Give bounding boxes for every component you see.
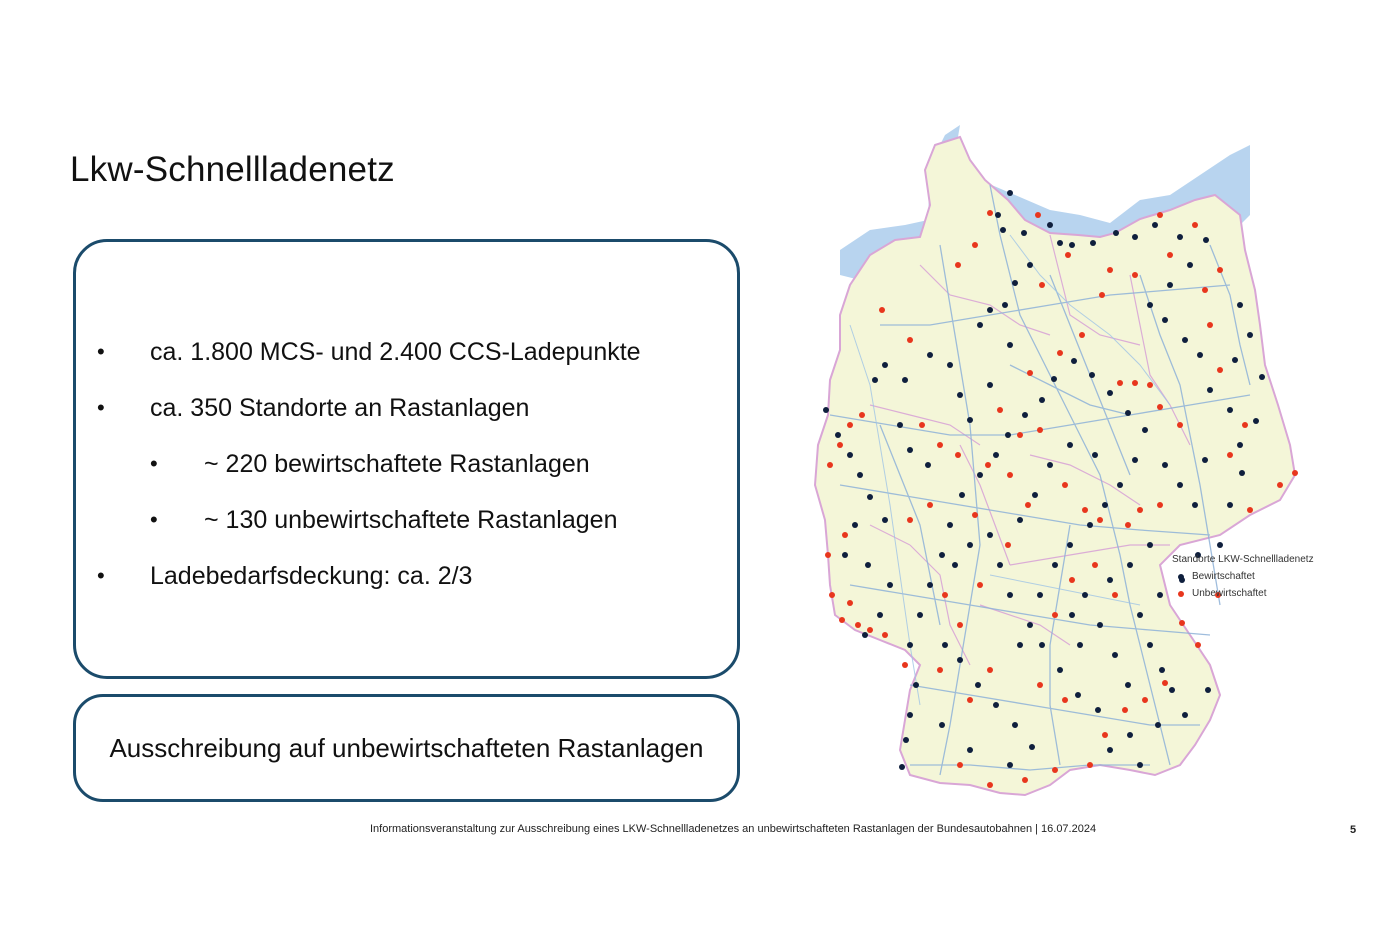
bullet-text: Ladebedarfsdeckung: ca. 2/3 bbox=[150, 562, 473, 590]
bullet-item bbox=[76, 390, 737, 446]
legend-item-managed bbox=[1172, 568, 1314, 585]
navy-dot-icon bbox=[1178, 574, 1184, 580]
map-legend bbox=[1172, 551, 1314, 602]
legend-title: Standorte LKW-Schnellladenetz bbox=[1172, 554, 1314, 565]
bullet-symbol: • bbox=[97, 563, 105, 588]
bullet-symbol: • bbox=[150, 507, 158, 532]
page-number: 5 bbox=[1350, 824, 1357, 836]
bullet-symbol: • bbox=[150, 451, 158, 476]
legend-item-unmanaged bbox=[1172, 585, 1314, 602]
slide-footer: Informationsveranstaltung zur Ausschreibung eines LKW-Schnellladenetzes an unbewirtschafteten Rastanlagen der Bundesautobahnen | 16.07.2024 bbox=[370, 823, 1097, 835]
red-dot-icon bbox=[1178, 591, 1184, 597]
bullet-symbol: • bbox=[97, 339, 105, 364]
legend-label: Bewirtschaftet bbox=[1192, 571, 1255, 582]
bullet-list bbox=[76, 334, 737, 614]
bullet-item bbox=[76, 446, 737, 502]
bullet-item bbox=[76, 558, 737, 614]
tender-text: Ausschreibung auf unbewirtschafteten Rastanlagen bbox=[109, 732, 704, 763]
bullet-text: ca. 350 Standorte an Rastanlagen bbox=[150, 394, 530, 422]
germany-map bbox=[810, 125, 1310, 805]
bullet-item bbox=[76, 502, 737, 558]
germany-map-svg bbox=[810, 125, 1310, 805]
bullet-item bbox=[76, 334, 737, 390]
bullet-text: ~ 220 bewirtschaftete Rastanlagen bbox=[204, 450, 590, 478]
bullet-text: ~ 130 unbewirtschaftete Rastanlagen bbox=[204, 506, 618, 534]
slide-title: Lkw-Schnellladenetz bbox=[70, 150, 395, 189]
facts-box bbox=[73, 239, 740, 679]
legend-label: Unbewirtschaftet bbox=[1192, 588, 1267, 599]
bullet-text: ca. 1.800 MCS- und 2.400 CCS-Ladepunkte bbox=[150, 338, 641, 366]
tender-box bbox=[73, 694, 740, 802]
bullet-symbol: • bbox=[97, 395, 105, 420]
